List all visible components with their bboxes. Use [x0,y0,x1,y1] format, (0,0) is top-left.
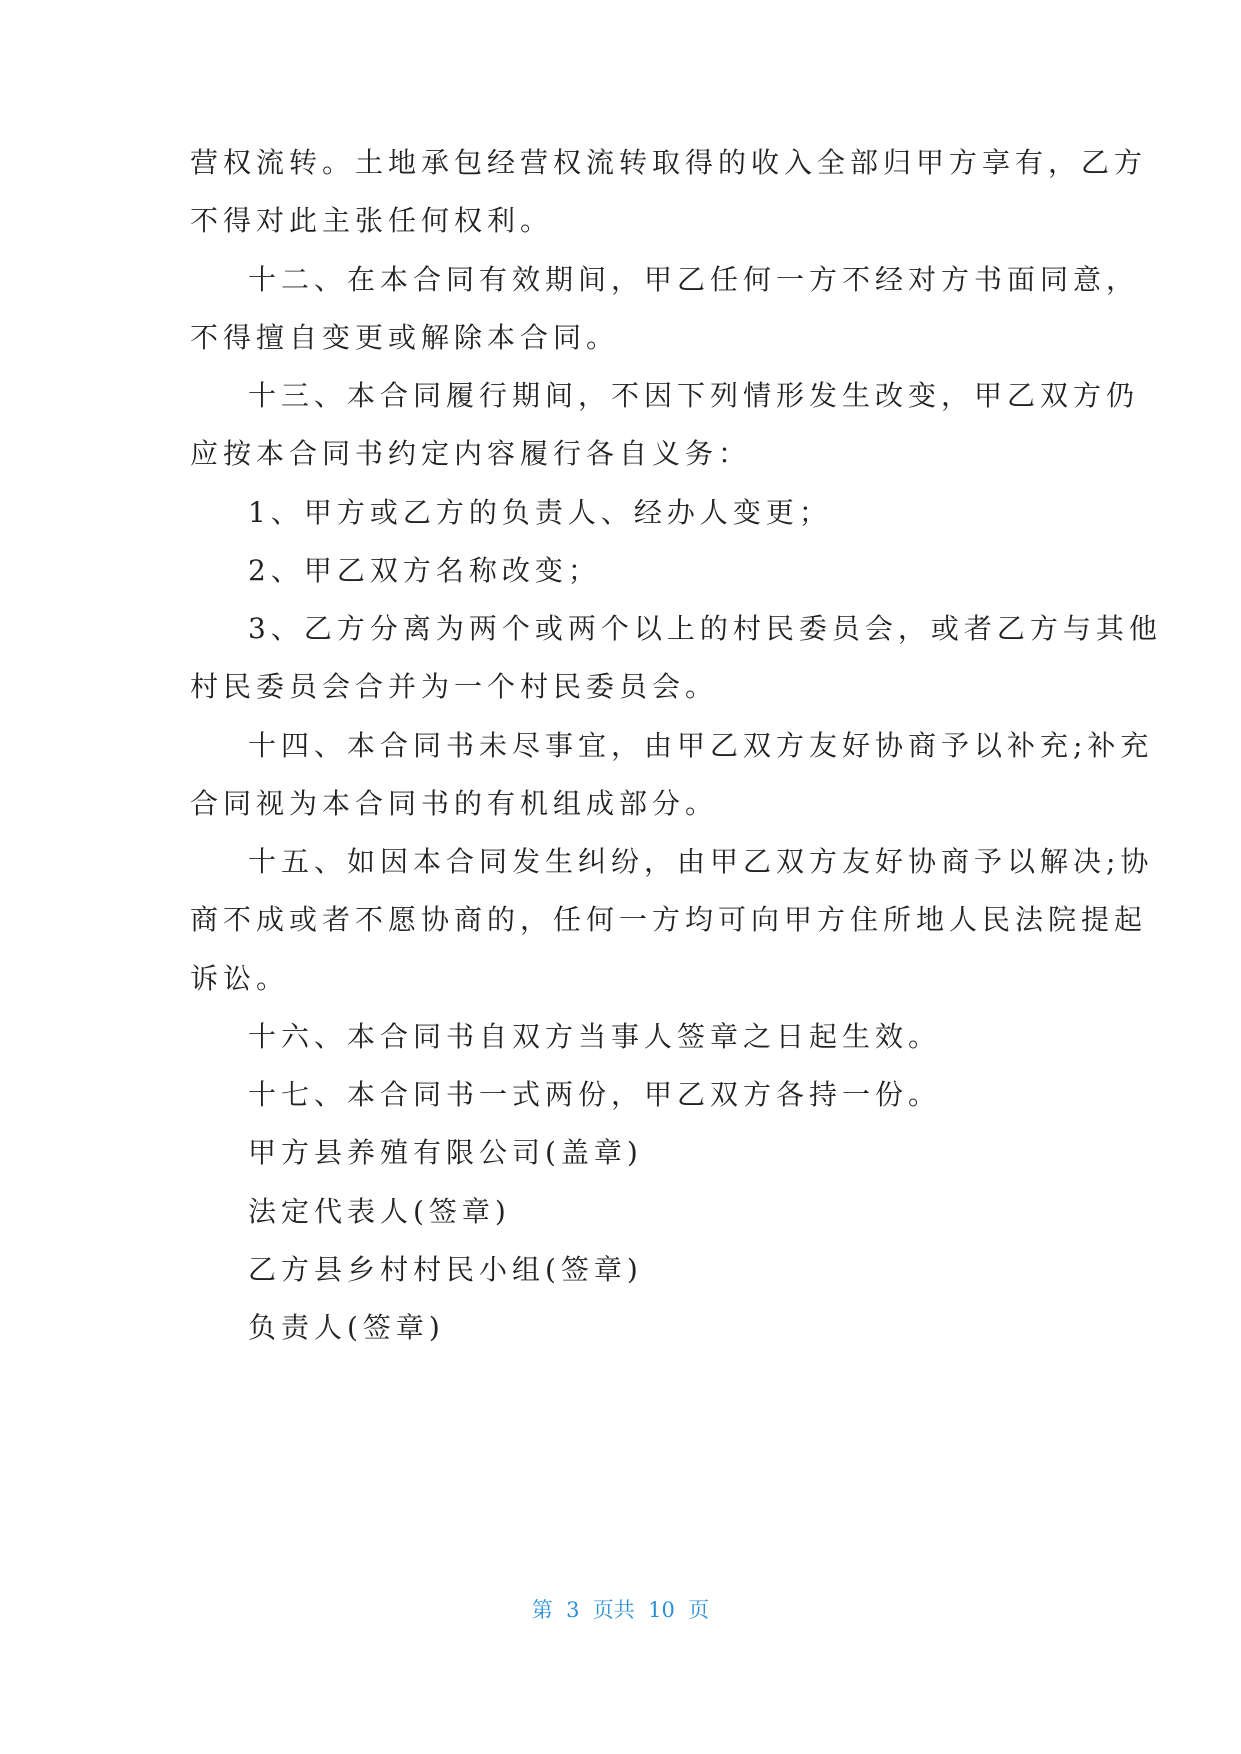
page-number-footer: 第 3 页共 10 页 [531,1598,710,1622]
signature-legal-rep: 法定代表人(签章) [248,1195,511,1228]
body-line: 不得擅自变更或解除本合同。 [190,321,620,354]
clause-14: 十四、本合同书未尽事宜，由甲乙双方友好协商予以补充;补充 [248,729,1154,762]
list-item-1: 1、甲方或乙方的负责人、经办人变更； [248,496,832,529]
list-item-3: 3、乙方分离为两个或两个以上的村民委员会，或者乙方与其他 [248,612,1162,645]
body-line: 不得对此主张任何权利。 [190,204,554,237]
clause-12: 十二、在本合同有效期间，甲乙任何一方不经对方书面同意， [248,263,1140,296]
body-line: 应按本合同书约定内容履行各自义务： [190,437,752,470]
clause-13: 十三、本合同履行期间，不因下列情形发生改变，甲乙双方仍 [248,379,1140,412]
body-line: 商不成或者不愿协商的，任何一方均可向甲方住所地人民法院提起 [190,903,1148,936]
clause-16: 十六、本合同书自双方当事人签章之日起生效。 [248,1020,942,1053]
body-line: 村民委员会合并为一个村民委员会。 [190,670,719,703]
signature-responsible-person: 负责人(签章) [248,1311,445,1344]
signature-party-b: 乙方县乡村村民小组(签章) [248,1253,643,1286]
list-item-2: 2、甲乙双方名称改变； [248,554,601,587]
clause-15: 十五、如因本合同发生纠纷，由甲乙双方友好协商予以解决;协 [248,845,1154,878]
body-line: 合同视为本合同书的有机组成部分。 [190,787,719,820]
clause-17: 十七、本合同书一式两份，甲乙双方各持一份。 [248,1078,942,1111]
body-line: 营权流转。土地承包经营权流转取得的收入全部归甲方享有，乙方 [190,146,1148,179]
body-line: 诉讼。 [190,962,290,995]
signature-party-a: 甲方县养殖有限公司(盖章) [248,1136,643,1169]
